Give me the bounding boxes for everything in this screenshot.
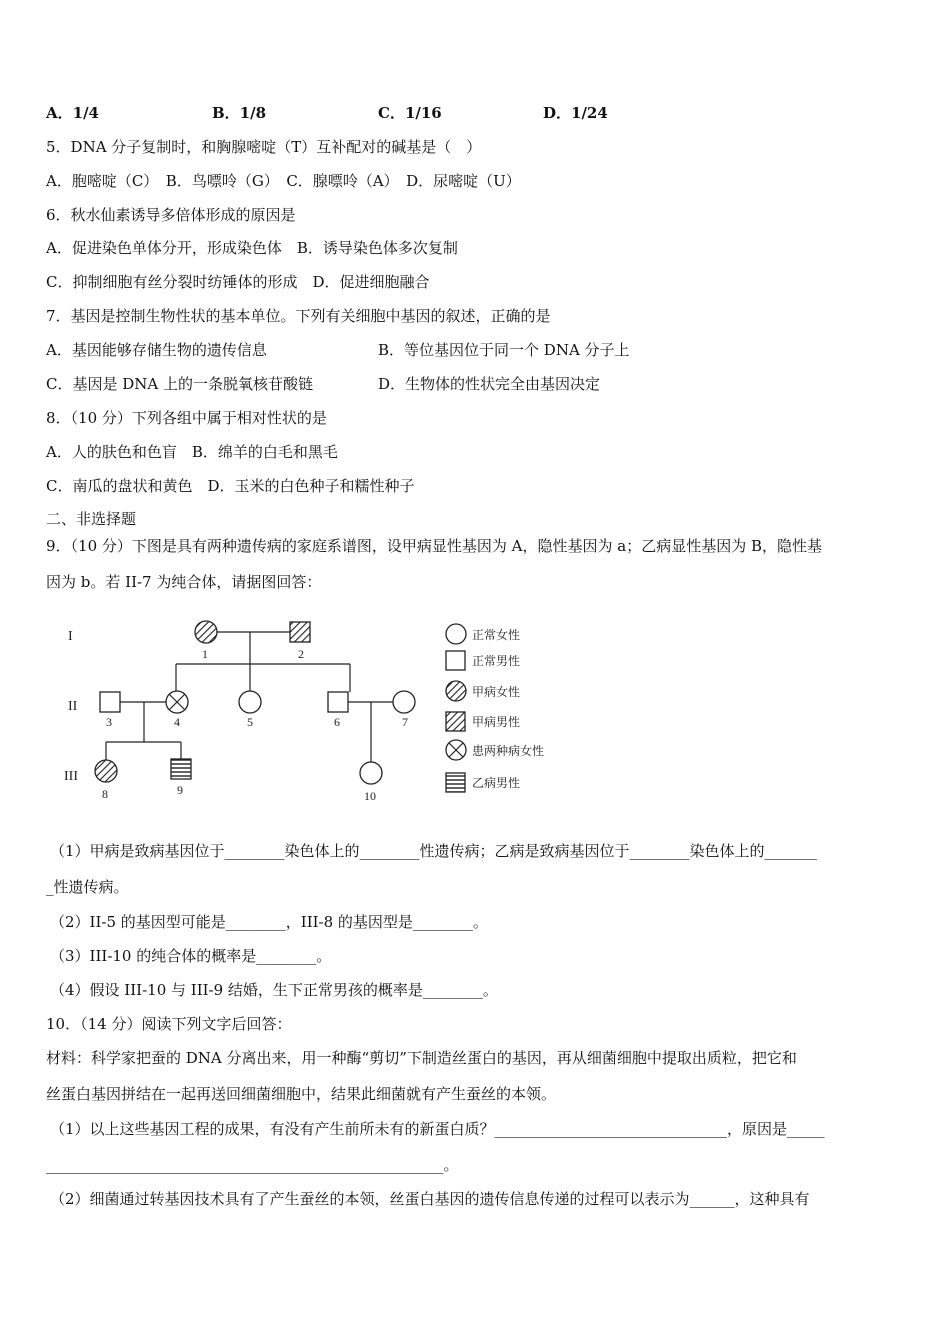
- q7-stem: 7．基因是控制生物性状的基本单位。下列有关细胞中基因的叙述，正确的是: [46, 307, 551, 325]
- individual-10: [360, 762, 382, 784]
- q4-option-d: D．1/24: [543, 104, 608, 122]
- q10-sub1-line2: _____________________________________________________。: [46, 1156, 459, 1174]
- q7-option-b: B．等位基因位于同一个 DNA 分子上: [378, 341, 630, 359]
- individual-5: [239, 691, 261, 713]
- q9-stem-line2: 因为 b。若 II-7 为纯合体，请据图回答：: [46, 573, 322, 591]
- legend-normal-male-symbol: [446, 651, 465, 670]
- individual-3: [100, 692, 120, 712]
- q4-option-b: B．1/8: [212, 104, 267, 122]
- pedigree-legend: [446, 624, 544, 792]
- q5-options: A．胞嘧啶（C） B．鸟嘌呤（G） C．腺嘌呤（A） D．尿嘧啶（U）: [46, 172, 521, 190]
- legend-affected-b-male-symbol: [446, 773, 465, 792]
- generation-label-iii: III: [64, 769, 78, 784]
- pedigree-chart: [60, 614, 600, 814]
- q7-option-a: A．基因能够存储生物的遗传信息: [46, 341, 267, 359]
- q8-options-line2: C．南瓜的盘状和黄色 D．玉米的白色种子和糯性种子: [46, 477, 415, 495]
- individual-number-1: 1: [202, 647, 208, 661]
- q6-stem: 6．秋水仙素诱导多倍体形成的原因是: [46, 206, 296, 224]
- q7-option-c: C．基因是 DNA 上的一条脱氧核苷酸链: [46, 375, 313, 393]
- q10-stem: 10．（14 分）阅读下列文字后回答：: [46, 1015, 292, 1033]
- q9-sub1-line2: _性遗传病。: [46, 878, 129, 896]
- individual-number-7: 7: [402, 715, 408, 729]
- q8-options-line1: A．人的肤色和色盲 B．绵羊的白毛和黑毛: [46, 443, 338, 461]
- legend-both-female-label: 患两种病女性: [472, 744, 545, 758]
- legend-affected-a-male-label: 甲病男性: [472, 715, 521, 729]
- legend-affected-a-female-label: 甲病女性: [472, 685, 521, 699]
- q6-options-line2: C．抑制细胞有丝分裂时纺锤体的形成 D．促进细胞融合: [46, 273, 430, 291]
- legend-normal-male-label: 正常男性: [472, 654, 521, 668]
- generation-label-ii: II: [68, 699, 78, 714]
- individual-6: [328, 692, 348, 712]
- individual-number-9: 9: [177, 783, 183, 797]
- section-heading: 二、非选择题: [46, 510, 137, 528]
- individual-number-10: 10: [364, 789, 376, 803]
- q10-sub2: （2）细菌通过转基因技术具有了产生蚕丝的本领，丝蛋白基因的遗传信息传递的过程可以表示为______，这种具有: [50, 1190, 810, 1208]
- legend-both-female-symbol: [446, 740, 466, 760]
- generation-label-i: I: [68, 629, 73, 644]
- q10-sub1-line1: （1）以上这些基因工程的成果，有没有产生前所未有的新蛋白质？_______________________________，原因是_____: [50, 1120, 825, 1138]
- legend-affected-a-male-symbol: [446, 712, 465, 731]
- individual-number-5: 5: [247, 715, 253, 729]
- legend-affected-b-male-label: 乙病男性: [472, 776, 521, 790]
- q9-sub2: （2）II-5 的基因型可能是________，III-8 的基因型是________。: [50, 913, 488, 931]
- individual-9: [171, 759, 191, 779]
- individual-number-8: 8: [102, 787, 108, 801]
- q4-option-c: C．1/16: [378, 104, 442, 122]
- q9-sub4: （4）假设 III-10 与 III-9 结婚，生下正常男孩的概率是________。: [50, 981, 498, 999]
- q9-sub3: （3）III-10 的纯合体的概率是________。: [50, 947, 332, 965]
- individual-1: [195, 621, 217, 643]
- individual-4: [166, 691, 188, 713]
- q4-option-a: A．1/4: [46, 104, 99, 122]
- legend-normal-female-label: 正常女性: [472, 628, 521, 642]
- individual-7: [393, 691, 415, 713]
- q10-material-line2: 丝蛋白基因拼结在一起再送回细菌细胞中，结果此细菌就有产生蚕丝的本领。: [46, 1085, 557, 1103]
- q9-stem-line1: 9．（10 分）下图是具有两种遗传病的家庭系谱图，设甲病显性基因为 A，隐性基因为 a；乙病显性基因为 B，隐性基: [46, 537, 823, 555]
- q10-material-line1: 材料：科学家把蚕的 DNA 分离出来，用一种酶“剪切”下制造丝蛋白的基因，再从细菌细胞中提取出质粒，把它和: [46, 1049, 797, 1067]
- individual-number-2: 2: [298, 647, 304, 661]
- individual-number-3: 3: [106, 715, 112, 729]
- q5-stem: 5．DNA 分子复制时，和胸腺嘧啶（T）互补配对的碱基是（ ）: [46, 138, 482, 156]
- q6-options-line1: A．促进染色单体分开，形成染色体 B．诱导染色体多次复制: [46, 239, 458, 257]
- individual-number-6: 6: [334, 715, 340, 729]
- q7-option-d: D．生物体的性状完全由基因决定: [378, 375, 601, 393]
- individual-8: [95, 760, 117, 782]
- individual-number-4: 4: [174, 715, 180, 729]
- legend-affected-a-female-symbol: [446, 681, 466, 701]
- q9-sub1-line1: （1）甲病是致病基因位于________染色体上的________性遗传病；乙病是致病基因位于________染色体上的_______: [50, 842, 818, 860]
- individual-2: [290, 622, 310, 642]
- q8-stem: 8．（10 分）下列各组中属于相对性状的是: [46, 409, 327, 427]
- legend-normal-female-symbol: [446, 624, 466, 644]
